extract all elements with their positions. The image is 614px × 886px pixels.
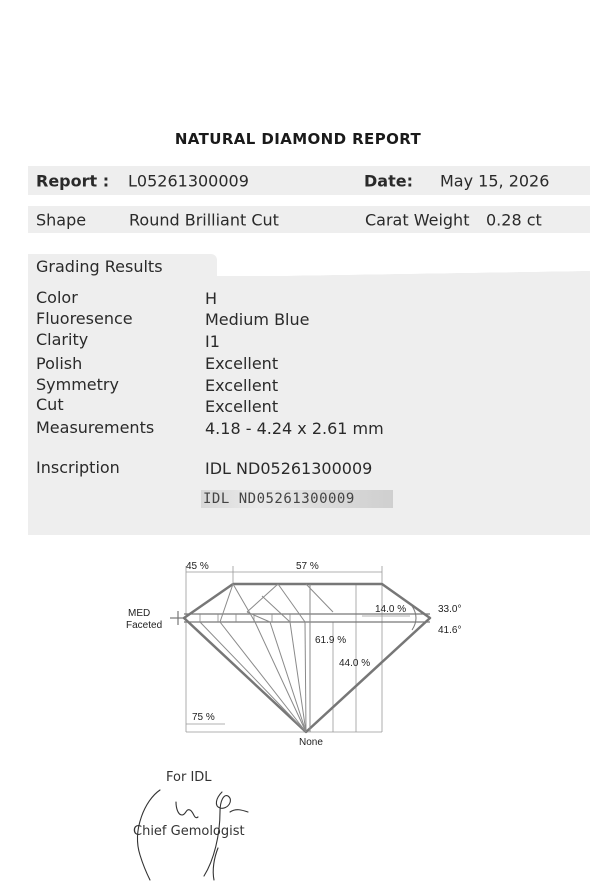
table-percent-label: 57 % bbox=[296, 561, 319, 572]
color-label: Color bbox=[36, 288, 78, 307]
crown-percent-label: 45 % bbox=[186, 561, 209, 572]
report-number-label: Report : bbox=[36, 171, 110, 190]
chief-gemologist-label: Chief Gemologist bbox=[133, 824, 245, 839]
clarity-label: Clarity bbox=[36, 330, 89, 349]
girdle-finish-label: Faceted bbox=[126, 620, 163, 631]
measurements-value: 4.18 - 4.24 x 2.61 mm bbox=[205, 419, 384, 438]
fluorescence-value: Medium Blue bbox=[205, 310, 310, 329]
crown-angle-label: 33.0° bbox=[438, 604, 462, 615]
polish-value: Excellent bbox=[205, 354, 279, 373]
girdle-thickness-label: MED bbox=[128, 608, 151, 619]
polish-label: Polish bbox=[36, 354, 83, 373]
carat-weight-label: Carat Weight bbox=[365, 210, 470, 229]
cut-label: Cut bbox=[36, 395, 64, 414]
color-value: H bbox=[205, 289, 218, 308]
laser-inscription-image: IDL ND05261300009 bbox=[201, 490, 393, 508]
report-number-value: L05261300009 bbox=[128, 171, 249, 190]
date-value: May 15, 2026 bbox=[440, 171, 550, 190]
shape-label: Shape bbox=[36, 210, 87, 229]
measurements-label: Measurements bbox=[36, 418, 155, 437]
symmetry-label: Symmetry bbox=[36, 375, 119, 394]
shape-value: Round Brilliant Cut bbox=[129, 210, 279, 229]
grading-results-heading: Grading Results bbox=[36, 257, 163, 276]
pavilion-depth-label: 44.0 % bbox=[339, 658, 371, 669]
fluorescence-label: Fluoresence bbox=[36, 309, 133, 328]
inscription-label: Inscription bbox=[36, 458, 120, 477]
for-idl-label: For IDL bbox=[166, 770, 212, 785]
lower-half-label: 75 % bbox=[192, 712, 215, 723]
report-title: NATURAL DIAMOND REPORT bbox=[174, 130, 422, 148]
pavilion-angle-label: 41.6° bbox=[438, 625, 462, 636]
symmetry-value: Excellent bbox=[205, 376, 279, 395]
cut-value: Excellent bbox=[205, 397, 279, 416]
total-depth-label: 61.9 % bbox=[315, 635, 347, 646]
carat-weight-value: 0.28 ct bbox=[486, 210, 542, 229]
inscription-value: IDL ND05261300009 bbox=[205, 459, 373, 478]
crown-height-label: 14.0 % bbox=[375, 604, 407, 615]
date-label: Date: bbox=[364, 171, 413, 190]
clarity-value: I1 bbox=[205, 332, 220, 351]
culet-label: None bbox=[299, 737, 323, 748]
